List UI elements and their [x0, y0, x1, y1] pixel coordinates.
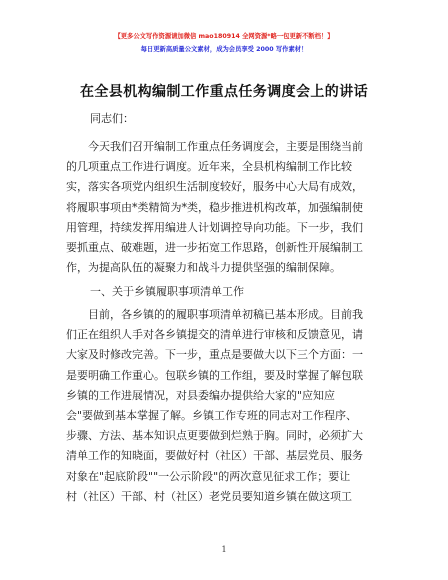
paragraph-line: 们正在组织人手对各乡镇提交的清单进行审核和反馈意见，请	[66, 328, 363, 342]
paragraph-line: 今天我们召开编制工作重点任务调度会，主要是围绕当前	[88, 140, 363, 153]
salutation: 同志们：	[90, 112, 134, 125]
document-title: 在全县机构编制工作重点任务调度会上的讲话	[80, 84, 368, 100]
paragraph-line: 的几项重点工作进行调度。近年来，全县机构编制工作比较	[66, 160, 352, 174]
paragraph-line: 大家及时修改完善。下一步，重点是要做大以下三个方面：一	[66, 348, 363, 362]
paragraph-line: 会"要做到基本掌握了解。乡镇工作专班的同志对工作程序、	[66, 409, 358, 423]
section-heading: 一、关于乡镇履职事项清单工作	[90, 285, 244, 298]
paragraph-line: 乡镇的工作进展情况，对县委编办提供给大家的"应知应	[66, 388, 336, 402]
promo-banner	[0, 30, 448, 56]
paragraph-line: 对象在"起底阶段""一公示阶段"的两次意见征求工作；要让	[66, 469, 351, 483]
paragraph-2	[66, 305, 384, 507]
paragraph-line: 步骤、方法、基本知识点更要做到烂熟于胸。同时，必须扩大	[66, 429, 363, 443]
paragraph-line: 将履职事项由*类精简为*类，稳步推进机构改革，加强编制使	[66, 200, 363, 214]
paragraph-1	[66, 137, 384, 278]
page-number: 1	[221, 545, 227, 554]
paragraph-line: 目前，各乡镇的的履职事项清单初稿已基本形成。目前我	[88, 308, 363, 321]
paragraph-line: 实，落实各项党内组织生活制度较好，服务中心大局有成效，	[66, 180, 363, 194]
paragraph-line: 作，为提高队伍的凝聚力和战斗力提供坚强的编制保障。	[66, 261, 341, 275]
promo-line-2: 每日更新高质量公文素材，成为会员享受 2000 写作素材！	[140, 46, 308, 53]
paragraph-line: 要抓重点、破难题，进一步拓宽工作思路，创新性开展编制工	[66, 241, 363, 255]
paragraph-line: 清单工作的知晓面，要做好村（社区）干部、基层党员、服务	[66, 449, 363, 463]
paragraph-line: 村（社区）干部、村（社区）老党员要知道乡镇在做这项工	[66, 489, 352, 503]
paragraph-line: 用管理，持续发挥用编进人计划调控导向功能。下一步，我们	[66, 220, 363, 234]
paragraph-line: 是要明确工作重心。包联乡镇的工作组，要及时掌握了解包联	[66, 368, 363, 382]
promo-line-1: 【更多公文写作资源请加微信 mao180914 全网资源*略一包更新不断档！】	[114, 33, 334, 40]
